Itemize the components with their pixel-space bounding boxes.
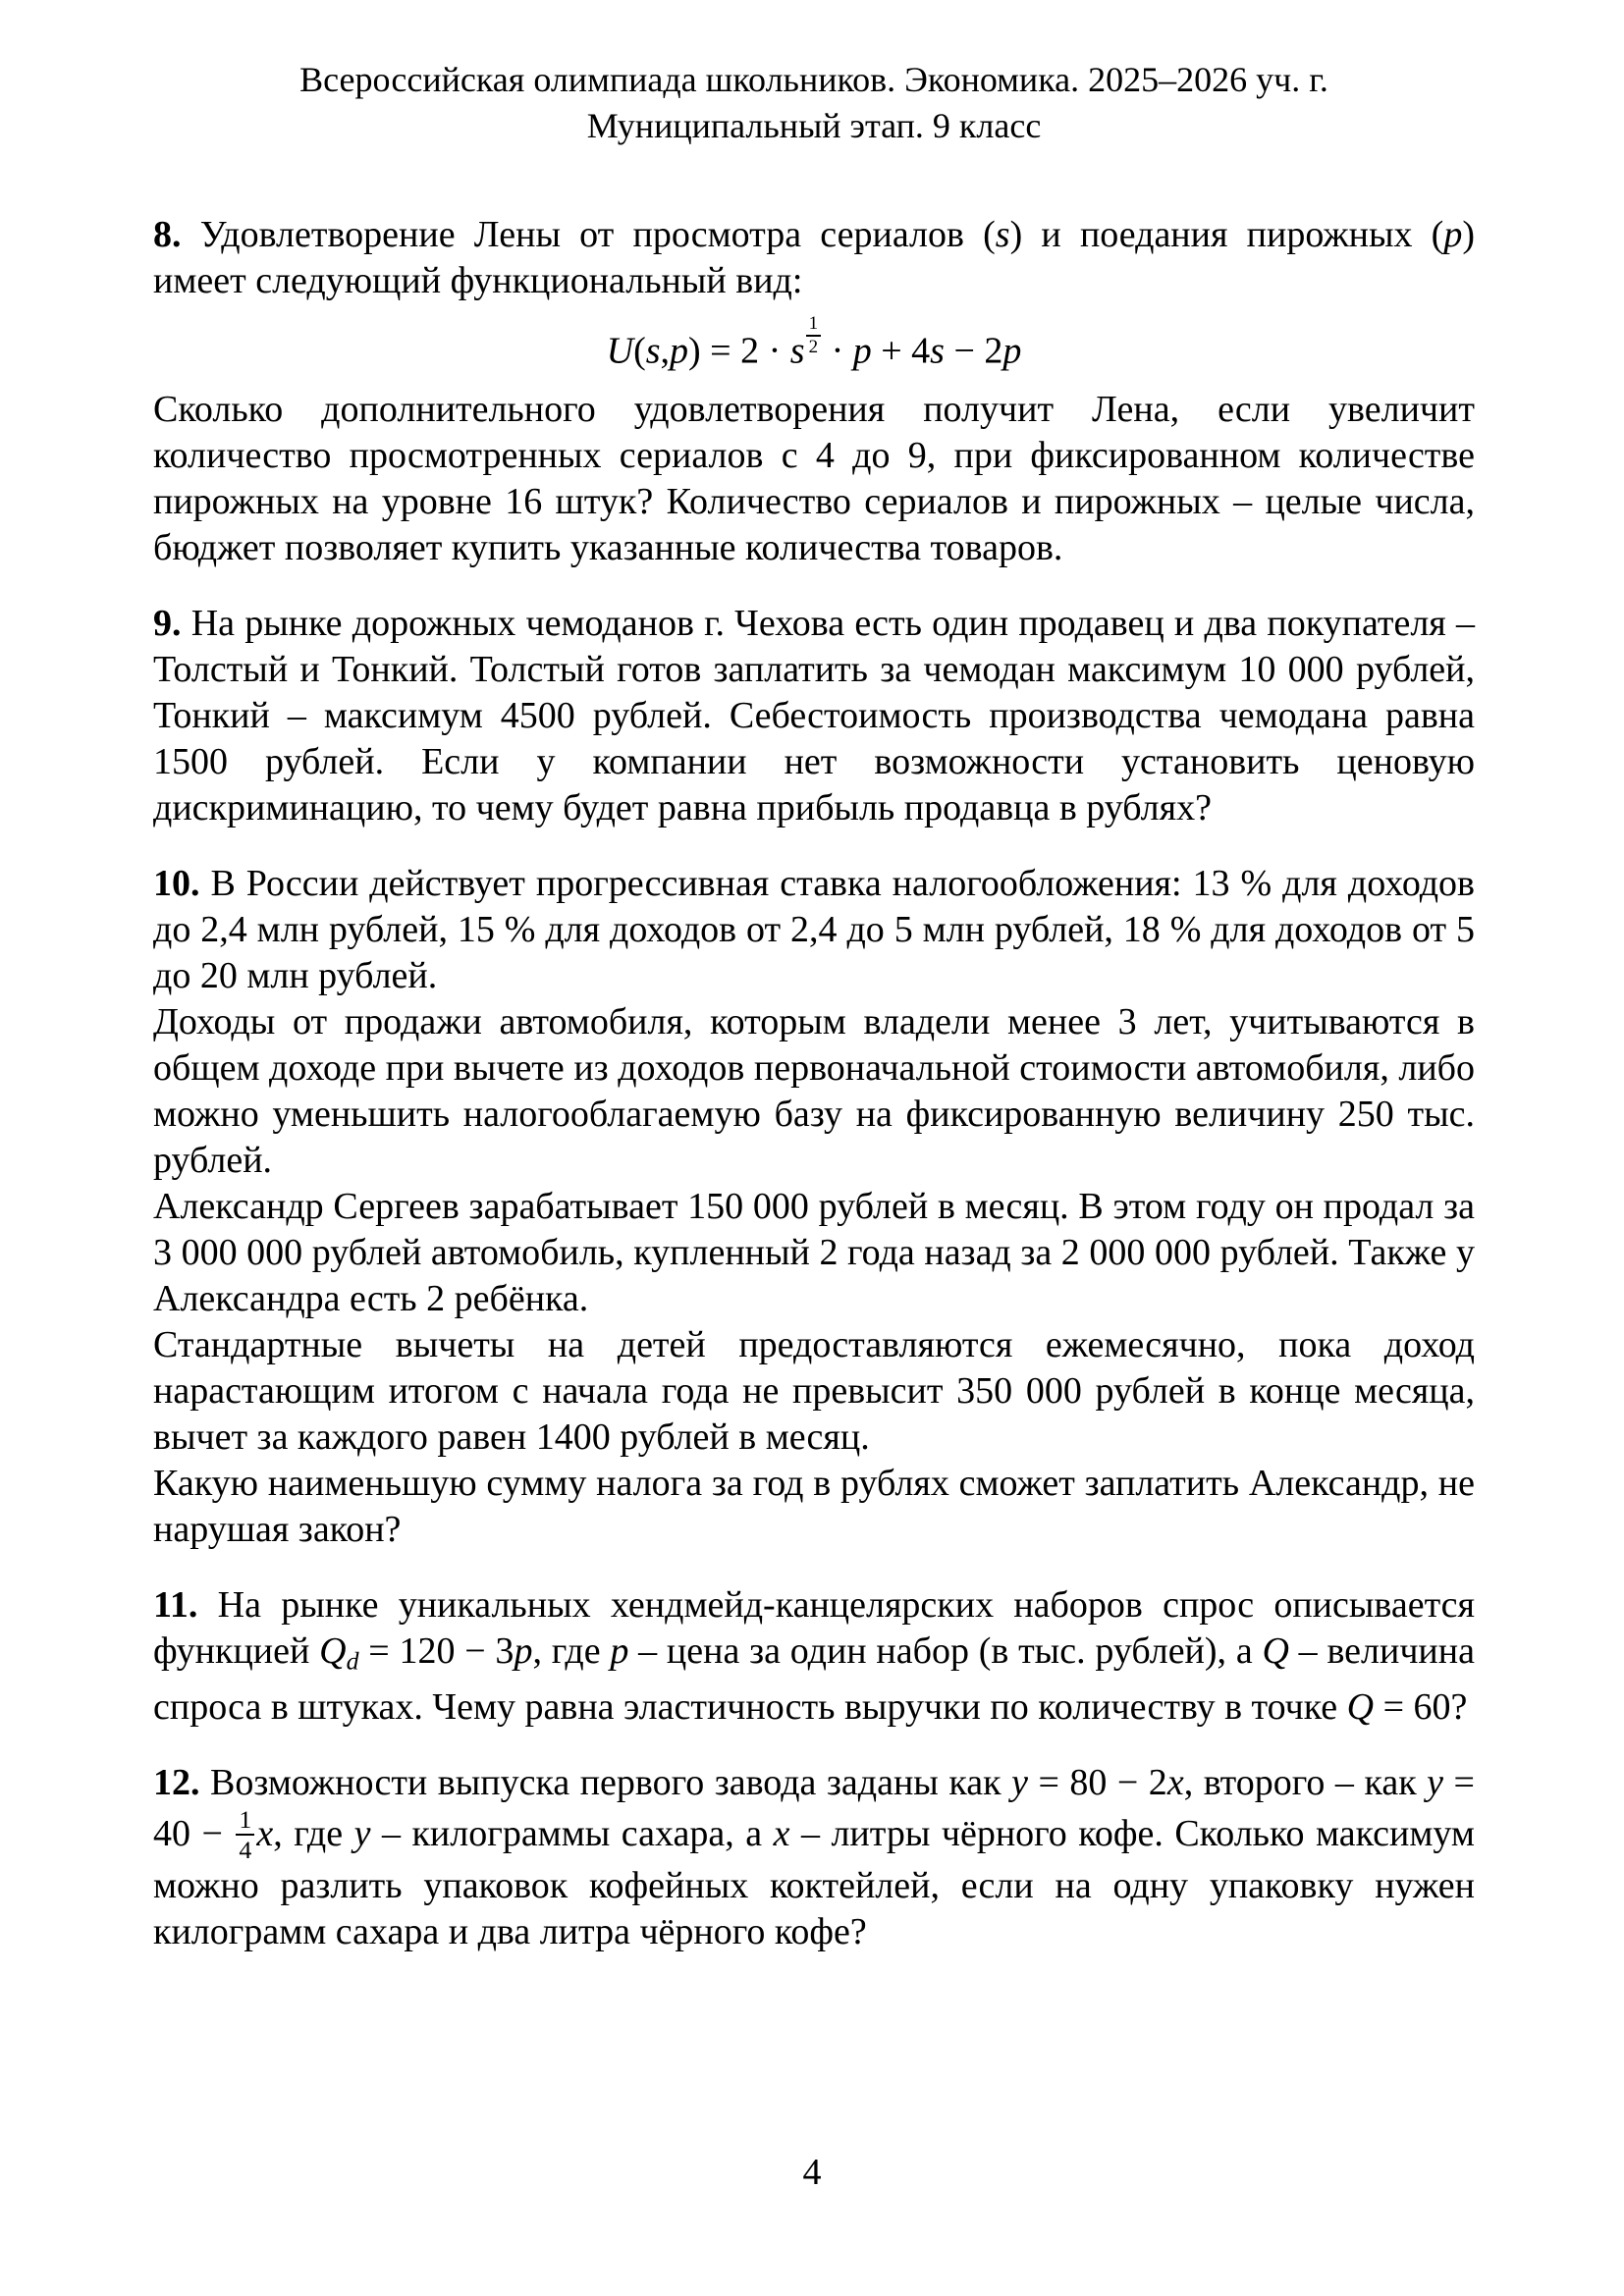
header-line-1: Всероссийская олимпиада школьников. Экономика. 2025–2026 уч. г.: [299, 60, 1328, 99]
question-8-formula: U(s,p) = 2 · s $\frac{1}{2}$ · p + 4s − 2p: [606, 313, 1022, 372]
question-12-body: 12. Возможности выпуска первого завода заданы как y = 80 − 2x, второго – как y = 40 − $\frac{1}{4}$ x, где y – килограммы сахара, а x – литры чёрного кофе. Сколько максимум можно разлить упаковок кофейных коктейлей, если на одну упаковку нужен килограмм сахара и два литра чёрного кофе?: [153, 1761, 1475, 1953]
question-11: [153, 1582, 1475, 1730]
question-9: [153, 601, 1475, 831]
question-8-body: Сколько дополнительного удовлетворения получит Лена, если увеличит количество просмотренных сериалов с 4 до 9, при фиксированном количестве пирожных на уровне 16 штук? Количество сериалов и пирожных – целые числа, бюджет позволяет купить указанные количества товаров.: [153, 389, 1475, 569]
question-10-paragraph-1: 10. В России действует прогрессивная ставка налогообложения: 13 % для доходов до 2,4 млн рублей, 15 % для доходов от 2,4 до 5 млн рублей, 18 % для доходов от 5 до 20 млн рублей.: [153, 863, 1475, 997]
page-header: [153, 57, 1475, 149]
question-10-paragraph-3: Александр Сергеев зарабатывает 150 000 рублей в месяц. В этом году он продал за 3 000 000 рублей автомобиль, купленный 2 года назад за 2 000 000 рублей. Также у Александра есть 2 ребёнка.: [153, 1186, 1475, 1320]
question-12: [153, 1760, 1475, 1955]
page-number: 4: [802, 2152, 822, 2193]
question-9-body: 9. На рынке дорожных чемоданов г. Чехова есть один продавец и два покупателя – Толстый и Тонкий. Толстый готов заплатить за чемодан максимум 10 000 рублей, Тонкий – максимум 4500 рублей. Себестоимость производства чемодана равна 1500 рублей. Если у компании нет возможности установить ценовую дискриминацию, то чему будет равна прибыль продавца в рублях?: [153, 603, 1475, 829]
question-10-paragraph-4: Стандартные вычеты на детей предоставляются ежемесячно, пока доход нарастающим итогом с начала года не превысит 350 000 рублей в конце месяца, вычет за каждого равен 1400 рублей в месяц.: [153, 1324, 1475, 1459]
question-11-body: 11. На рынке уникальных хендмейд-канцелярских наборов спрос описывается функцией Qd = 120 − 3p, где p – цена за один набор (в тыс. рублей), а Q – величина спроса в штуках. Чему равна эластичность выручки по количеству в точке Q = 60?: [153, 1584, 1475, 1728]
question-10: [153, 861, 1475, 1553]
header-line-2: Муниципальный этап. 9 класс: [586, 106, 1042, 145]
question-8: [153, 212, 1475, 571]
question-8-intro: 8. Удовлетворение Лены от просмотра сериалов (s) и поедания пирожных (p) имеет следующий функциональный вид:: [153, 214, 1475, 301]
question-10-paragraph-2: Доходы от продажи автомобиля, которым владели менее 3 лет, учитываются в общем доходе при вычете из доходов первоначальной стоимости автомобиля, либо можно уменьшить налогооблагаемую базу на фиксированную величину 250 тыс. рублей.: [153, 1001, 1475, 1182]
question-10-paragraph-5: Какую наименьшую сумму налога за год в рублях сможет заплатить Александр, не нарушая закон?: [153, 1463, 1475, 1551]
